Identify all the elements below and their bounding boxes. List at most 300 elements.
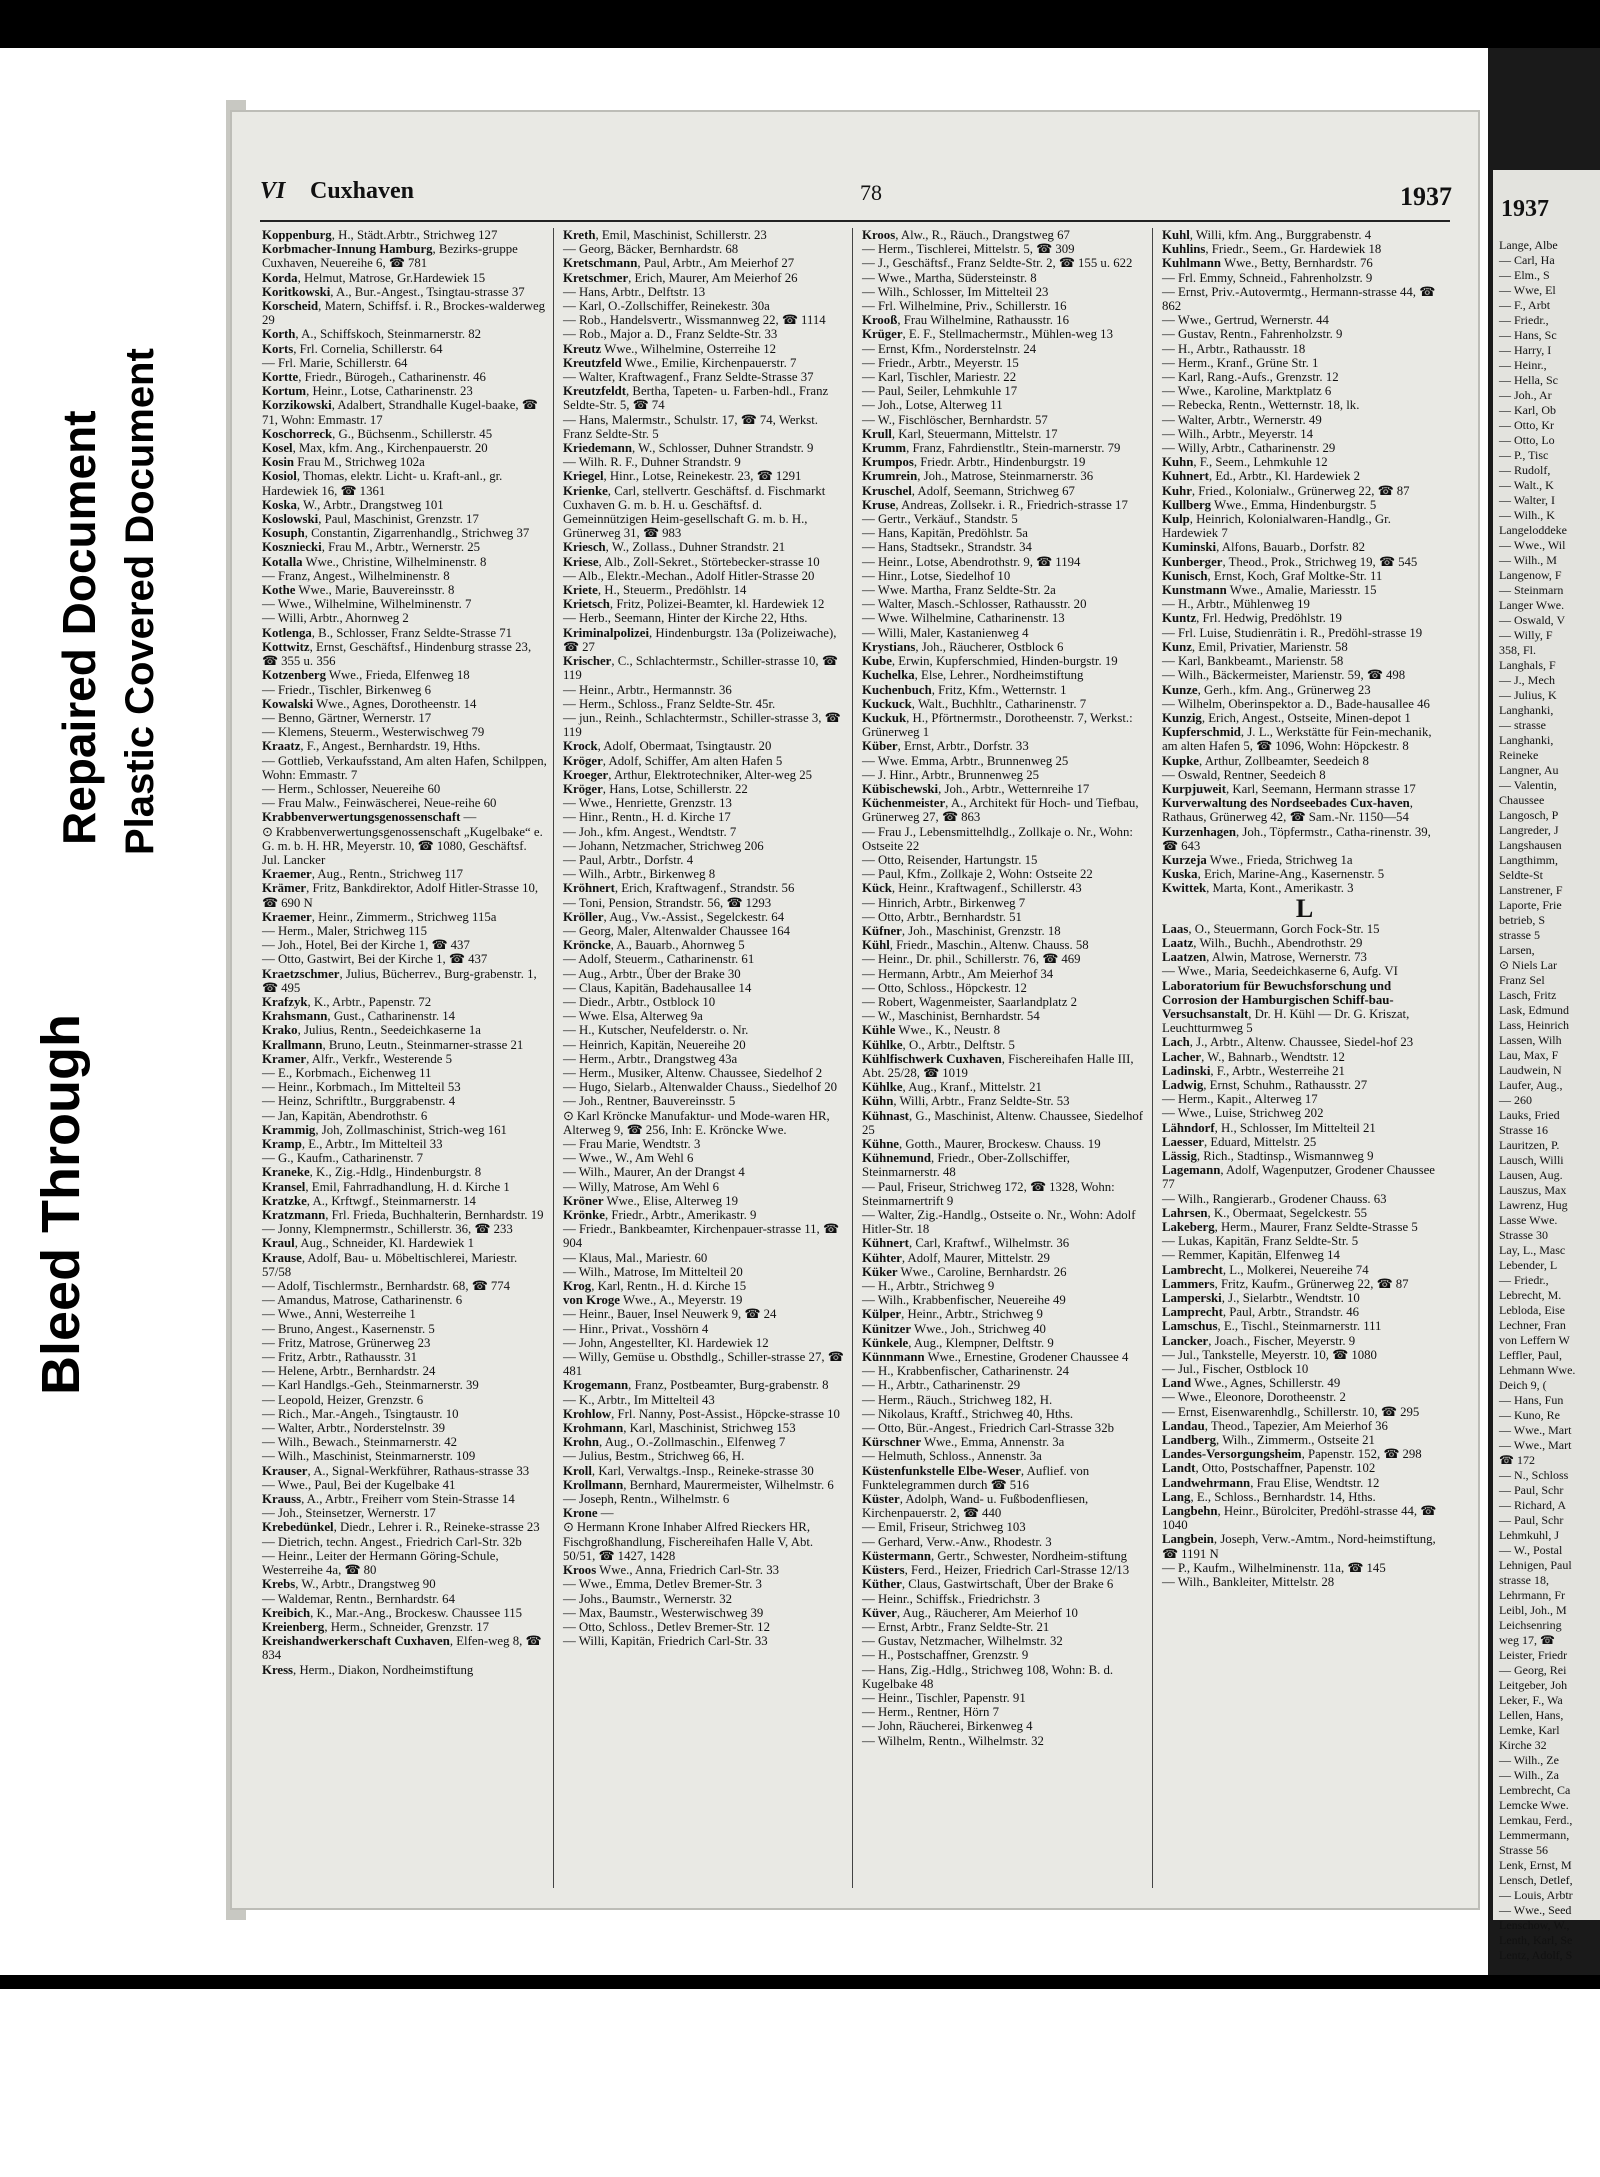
next-page-line: Laporte, Frie — [1499, 898, 1562, 912]
directory-entry — [563, 768, 848, 782]
directory-entry — [262, 1435, 547, 1449]
entry-details: — K., Arbtr., Im Mittelteil 43 — [563, 1392, 715, 1407]
entry-surname: Kuhlins — [1162, 242, 1206, 257]
directory-entry — [563, 356, 848, 370]
directory-entry — [862, 1549, 1147, 1563]
directory-entry — [862, 1080, 1147, 1094]
entry-surname: Kothe — [262, 583, 296, 598]
entry-surname: von Kroge — [563, 1293, 620, 1308]
next-page-line: Lemcke Wwe. — [1499, 1798, 1569, 1812]
entry-surname: Krause — [262, 1250, 302, 1265]
entry-surname: Laboratorium für Bewuchsforschung und Corrosion der Hamburgischen Schiff-bau-Versuchsanstalt — [1162, 978, 1394, 1021]
directory-entry — [1162, 1248, 1447, 1262]
entry-details: , J., Sielarbtr., Wendtstr. 10 — [1221, 1291, 1360, 1306]
entry-details: — Paul, Arbtr., Dorfstr. 4 — [563, 852, 694, 867]
entry-details: , Walt., Buchhltr., Catharinenstr. 7 — [911, 696, 1087, 711]
directory-entry — [262, 1009, 547, 1023]
entry-surname: Kotzenberg — [262, 668, 326, 683]
next-page-line: Strasse 30 — [1499, 1228, 1548, 1242]
entry-details: , Friedr. Arbtr., Hindenburgstr. 19 — [913, 455, 1086, 470]
entry-details: — Willi, Maler, Kastanienweg 4 — [862, 625, 1029, 640]
entry-details: — Joh., kfm. Angest., Wendtstr. 7 — [563, 824, 737, 839]
entry-surname: Lässig — [1162, 1149, 1197, 1163]
entry-surname: Krienke — [563, 483, 608, 498]
directory-entry — [862, 1236, 1147, 1250]
entry-details: , Frl. Nanny, Post-Assist., Höpcke-strasse 10 — [611, 1406, 840, 1421]
page-number: 78 — [860, 180, 882, 205]
directory-entry — [1162, 1447, 1447, 1461]
entry-details: — Herm., Musiker, Altenw. Chaussee, Siedelhof 2 — [563, 1065, 823, 1080]
entry-details: , Franz, Postbeamter, Burg-grabenstr. 8 — [628, 1378, 829, 1393]
entry-details: , Alfons, Bauarb., Dorfstr. 82 — [1216, 540, 1365, 555]
entry-details: , Aug., Klempner, Delftstr. 9 — [908, 1335, 1054, 1350]
entry-surname: Koppenburg — [262, 228, 332, 242]
directory-entry — [563, 342, 848, 356]
entry-surname: Kriegel — [563, 469, 604, 484]
directory-entry — [1162, 1220, 1447, 1234]
entry-surname: Kube — [862, 654, 892, 669]
entry-surname: Kuhn — [1162, 455, 1194, 470]
entry-surname: Kunisch — [1162, 568, 1208, 583]
entry-details: — Max, Baumstr., Westerwischweg 39 — [563, 1605, 764, 1620]
entry-details: , A., Bauarb., Ahornweg 5 — [610, 938, 745, 953]
directory-entry — [563, 611, 848, 625]
entry-surname: Krystians — [862, 639, 916, 654]
entry-details: — Ernst, Priv.-Autovermtg., Hermann-strasse 44, ☎ 862 — [1162, 284, 1436, 314]
entry-details: , Fritz, Polizei-Beamter, kl. Hardewiek 12 — [609, 597, 825, 612]
entry-surname: Korda — [262, 270, 298, 285]
entry-details: , Adalbert, Strandhalle Kugel-baake, ☎ 71, Wohn: Emmastr. 17 — [262, 398, 538, 427]
directory-entry — [1162, 867, 1447, 881]
directory-entry — [262, 512, 547, 526]
entry-details: , Else, Lehrer., Nordheimstiftung — [914, 668, 1084, 683]
directory-entry — [862, 1293, 1147, 1307]
entry-surname: Lamschus — [1162, 1319, 1218, 1334]
entry-details: — Nikolaus, Kraftf., Strichweg 40, Hths. — [862, 1406, 1074, 1421]
entry-details: , A., Signal-Werkführer, Rathaus-strasse 33 — [307, 1463, 530, 1478]
directory-entry — [262, 370, 547, 384]
entry-details: , W., Bahnarb., Wendtstr. 12 — [1201, 1049, 1345, 1064]
entry-surname: Korbmacher-Innung Hamburg — [262, 242, 433, 257]
entry-details: — Frl. Wilhelmine, Priv., Schillerstr. 16 — [862, 299, 1067, 314]
entry-details: Wwe., A., Meyerstr. 19 — [620, 1293, 743, 1308]
entry-details: , Adolf, Wagenputzer, Grodener Chaussee 77 — [1162, 1163, 1435, 1192]
entry-details: — Joh., Rentner, Bauvereinsstr. 5 — [563, 1094, 736, 1109]
next-page-line: — Wwe, El — [1499, 283, 1556, 297]
directory-entry — [262, 1663, 547, 1677]
directory-entry — [1162, 668, 1447, 682]
entry-surname: Landau — [1162, 1418, 1205, 1433]
entry-details: , Alw., R., Räuch., Drangstweg 67 — [895, 228, 1070, 242]
directory-entry — [563, 1520, 848, 1563]
entry-details: — H., Arbtr., Catharinenstr. 29 — [862, 1378, 1021, 1393]
directory-entry — [563, 1563, 848, 1577]
entry-details: — Ernst, Kfm., Norderstelnstr. 24 — [862, 341, 1037, 356]
entry-details: — Walter, Masch.-Schlosser, Rathausstr. 20 — [862, 597, 1087, 612]
entry-details: — Herm., Kranf., Grüne Str. 1 — [1162, 355, 1319, 370]
entry-details: , W., Zollass., Duhner Strandstr. 21 — [605, 540, 786, 555]
directory-entry — [862, 1151, 1147, 1179]
entry-details: , Fischereihafen Halle III, Abt. 25/28, ☎ 1019 — [862, 1051, 1134, 1080]
next-page-line: — Karl, Ob — [1499, 403, 1556, 417]
entry-details: — Heinrich, Kapitän, Neuereihe 20 — [563, 1037, 746, 1052]
page-header — [260, 178, 1460, 218]
next-page-line: Laufer, Aug., — [1499, 1078, 1563, 1092]
directory-entry — [563, 1009, 848, 1023]
directory-entry — [862, 1350, 1147, 1364]
entry-surname: Landwehrmann — [1162, 1475, 1251, 1490]
entry-surname: Künnmann — [862, 1350, 925, 1365]
entry-details: — Hinr., Privat., Vosshörn 4 — [563, 1321, 709, 1336]
directory-entry — [563, 1279, 848, 1293]
entry-details: , Joh, Zollmaschinist, Strich-weg 161 — [315, 1122, 507, 1137]
entry-details: , Frau Wilhelmine, Rathausstr. 16 — [897, 313, 1069, 328]
entry-details: , K., Obermaat, Segelckestr. 55 — [1207, 1205, 1368, 1220]
entry-details: — Wilh., Bewach., Steinmarnerstr. 42 — [262, 1435, 458, 1450]
next-page-line: weg 17, ☎ — [1499, 1633, 1555, 1647]
directory-entry — [1162, 950, 1447, 964]
entry-details: Wwe., Elise, Alterweg 19 — [603, 1193, 738, 1208]
entry-details: , Gotth., Maurer, Brockesw. Chauss. 19 — [899, 1137, 1101, 1151]
entry-details: — Oswald, Rentner, Seedeich 8 — [1162, 767, 1326, 782]
entry-details: — Jonny, Klempnermstr., Schillerstr. 36, ☎ 233 — [262, 1222, 513, 1237]
entry-details: , Erich, Angest., Ostseite, Minen-depot 1 — [1201, 710, 1411, 725]
entry-details: , Ferd., Heizer, Friedrich Carl-Strasse 12/13 — [904, 1563, 1130, 1578]
entry-surname: Kühle — [862, 1023, 896, 1038]
next-page-line: Lebender, L — [1499, 1258, 1558, 1272]
entry-details: — J., Geschäftsf., Franz Seldte-Str. 2, ☎ 155 u. 622 — [862, 256, 1133, 271]
entry-details: — Wilh., Bankleiter, Mittelstr. 28 — [1162, 1575, 1335, 1590]
directory-entry — [262, 569, 547, 583]
next-page-line: strasse 5 — [1499, 928, 1540, 942]
entry-surname: Krumm — [862, 441, 907, 456]
entry-details: — Otto, Schloss., Höpckestr. 12 — [862, 980, 1027, 995]
directory-entry — [862, 1691, 1147, 1705]
entry-details: , Ernst, Arbtr., Dorfstr. 33 — [897, 739, 1029, 754]
directory-entry — [862, 427, 1147, 441]
directory-entry — [862, 1705, 1147, 1719]
entry-details: — Willy, Arbtr., Catharinenstr. 29 — [1162, 441, 1336, 456]
directory-entry — [262, 498, 547, 512]
directory-entry — [1162, 398, 1447, 412]
entry-surname: Kuhlmann — [1162, 256, 1222, 271]
entry-details: , H., Steuerm., Predöhlstr. 14 — [597, 583, 747, 598]
directory-entry — [862, 711, 1147, 739]
directory-entry — [862, 896, 1147, 910]
next-page-strip — [1493, 170, 1600, 1962]
entry-details: , Julius, Rentn., Seedeichkaserne 1a — [297, 1023, 481, 1038]
entry-details: Wwe., Anna, Friedrich Carl-Str. 33 — [596, 1563, 779, 1578]
directory-entry — [1162, 469, 1447, 483]
entry-details: , Friedr., Seem., Gr. Hardewiek 18 — [1205, 242, 1382, 257]
directory-entry — [862, 1052, 1147, 1080]
directory-entry — [563, 1506, 848, 1520]
entry-details: — Wwe., Karoline, Marktplatz 6 — [1162, 384, 1332, 399]
entry-details: , Rathaus, Grünerweg 42, ☎ Sam.-Nr. 1150—54 — [1162, 796, 1413, 825]
directory-entry — [262, 555, 547, 569]
entry-details: ⊙ Hermann Krone Inhaber Alfred Rieckers HR, Fischgroßhandlung, Fischereihafen Halle V, Abt. 50/51, ☎ 1427, 1428 — [563, 1520, 814, 1563]
directory-entry — [1162, 441, 1447, 455]
directory-entry — [862, 1535, 1147, 1549]
next-page-line: — Oswald, V — [1499, 613, 1566, 627]
next-page-line: Lentz, Adolf, S — [1499, 1948, 1573, 1962]
entry-surname: Lagemann — [1162, 1163, 1221, 1178]
entry-details: — Hermann, Arbtr., Am Meierhof 34 — [862, 966, 1054, 981]
entry-details: , Fritz, Kfm., Wetternstr. 1 — [931, 682, 1067, 697]
entry-surname: Lancker — [1162, 1333, 1209, 1348]
entry-surname: Kuhl — [1162, 228, 1190, 242]
directory-entry — [563, 967, 848, 981]
column-4 — [1162, 228, 1447, 1898]
entry-surname: Korzikowski — [262, 398, 332, 413]
entry-surname: Küber — [862, 739, 898, 754]
entry-details: — Fritz, Arbtr., Rathausstr. 31 — [262, 1350, 417, 1365]
directory-entry — [862, 1577, 1147, 1591]
directory-entry — [563, 583, 848, 597]
directory-entry — [262, 1478, 547, 1492]
directory-entry — [262, 924, 547, 938]
directory-entry — [563, 327, 848, 341]
directory-entry — [862, 683, 1147, 697]
entry-surname: Kühnert — [862, 1236, 909, 1251]
next-page-line: Langeloddeke — [1499, 523, 1567, 537]
entry-details: , Paul, Arbtr., Strandstr. 46 — [1222, 1305, 1360, 1320]
entry-surname: Kunzig — [1162, 710, 1202, 725]
entry-details: — Wwe., Eleonore, Dorotheenstr. 2 — [1162, 1390, 1346, 1405]
directory-entry — [262, 1606, 547, 1620]
directory-entry — [862, 825, 1147, 853]
next-page-line: strasse 18, — [1499, 1573, 1549, 1587]
entry-details: — Frl. Emmy, Schneid., Fahrenholzstr. 9 — [1162, 270, 1373, 285]
entry-surname: Langbehn — [1162, 1504, 1218, 1519]
directory-entry — [262, 1180, 547, 1194]
directory-entry — [262, 540, 547, 554]
entry-details: — Friedr., Bankbeamter, Kirchenpauer-strasse 11, ☎ 904 — [563, 1222, 839, 1251]
directory-entry — [862, 768, 1147, 782]
entry-details: — Heinr., Lotse, Abendrothstr. 9, ☎ 1194 — [862, 554, 1081, 569]
directory-entry — [1162, 683, 1447, 697]
directory-entry — [563, 924, 848, 938]
directory-entry — [563, 1307, 848, 1321]
entry-details: — Lukas, Kapitän, Franz Seldte-Str. 5 — [1162, 1234, 1359, 1249]
directory-entry — [563, 1435, 848, 1449]
directory-entry — [1162, 825, 1447, 853]
entry-surname: Kunstmann — [1162, 583, 1227, 598]
entry-surname: Kosiol — [262, 469, 297, 484]
entry-surname: Kosin — [262, 455, 295, 470]
directory-entry — [862, 1592, 1147, 1606]
directory-entry — [563, 1208, 848, 1222]
entry-surname: Küfner — [862, 923, 902, 938]
entry-details: — Robert, Wagenmeister, Saarlandplatz 2 — [862, 994, 1077, 1009]
next-page-year: 1937 — [1501, 196, 1549, 222]
next-page-line: Langer Wwe. — [1499, 598, 1565, 612]
entry-details: — Georg, Bäcker, Bernhardstr. 68 — [563, 242, 739, 257]
plastic-covered-label: Plastic Covered Document — [118, 348, 162, 855]
entry-surname: Koslowski — [262, 512, 319, 527]
directory-entry — [262, 867, 547, 881]
directory-entry — [563, 1038, 848, 1052]
entry-details: — Dietrich, techn. Angest., Friedrich Carl-Str. 32b — [262, 1534, 522, 1549]
directory-entry — [563, 1052, 848, 1066]
next-page-line: — Otto, Kr — [1499, 418, 1554, 432]
entry-surname: Kreibich — [262, 1605, 311, 1620]
entry-surname: Kröner — [563, 1193, 604, 1208]
entry-surname: Lahrsen — [1162, 1205, 1208, 1220]
entry-surname: Lang — [1162, 1489, 1191, 1504]
directory-entry — [1162, 1504, 1447, 1532]
directory-entry — [563, 555, 848, 569]
section-letter: L — [1295, 893, 1314, 923]
entry-details: — J. Hinr., Arbtr., Brunnenweg 25 — [862, 767, 1040, 782]
directory-entry — [1162, 1390, 1447, 1404]
entry-details: — Wilh. R. F., Duhner Strandstr. 9 — [563, 455, 741, 470]
directory-entry — [262, 1506, 547, 1520]
scan-frame-bottom — [0, 1975, 1600, 1989]
next-page-line: — Paul, Schr — [1499, 1513, 1564, 1527]
next-page-line: — J., Mech — [1499, 673, 1555, 687]
next-page-line: — Walt., K — [1499, 478, 1554, 492]
directory-entry — [563, 853, 848, 867]
entry-surname: Kröller — [563, 909, 604, 924]
entry-details: , Ernst, Geschäftsf., Hindenburg strasse 23, ☎ 355 u. 356 — [262, 639, 532, 669]
entry-details: , Bruno, Leutn., Steinmarner-strasse 21 — [322, 1037, 524, 1052]
entry-surname: Kück — [862, 881, 892, 896]
next-page-line: Lehrmann, Fr — [1499, 1588, 1565, 1602]
next-page-line: Lenschow, W., — [1499, 1918, 1570, 1932]
entry-surname: Kortte — [262, 370, 299, 385]
entry-surname: Lach — [1162, 1035, 1190, 1050]
entry-details: — Gerhard, Verw.-Anw., Rhodestr. 3 — [862, 1534, 1052, 1549]
directory-entry — [862, 1393, 1147, 1407]
directory-entry — [262, 1634, 547, 1662]
entry-details: — Klemens, Steuerm., Westerwischweg 79 — [262, 725, 485, 740]
entry-details: , Heinr., Bürolciter, Predöhl-strasse 44, ☎ 1040 — [1162, 1504, 1437, 1533]
directory-entry — [862, 256, 1147, 270]
entry-details: , Constantin, Zigarrenhandlg., Strichweg 37 — [304, 526, 530, 541]
entry-surname: Kreienberg — [262, 1619, 325, 1634]
entry-surname: Krollmann — [563, 1477, 624, 1492]
next-page-line: Lask, Edmund — [1499, 1003, 1569, 1017]
directory-entry — [563, 1109, 848, 1137]
entry-surname: Kühl — [862, 938, 890, 953]
directory-entry — [262, 938, 547, 952]
directory-entry — [563, 896, 848, 910]
entry-details: , E., Tischl., Steinmarnerstr. 111 — [1217, 1319, 1382, 1334]
next-page-line: Kirche 32 — [1499, 1738, 1547, 1752]
directory-entry — [262, 1165, 547, 1179]
column-divider — [852, 228, 853, 1888]
directory-entry — [563, 739, 848, 753]
entry-surname: Kreutz — [563, 341, 602, 356]
entry-details: Wwe., Agnes, Schillerstr. 49 — [1191, 1376, 1341, 1391]
next-page-line: — Valentin, — [1499, 778, 1557, 792]
entry-details: — Jan, Kapitän, Abendrothstr. 6 — [262, 1108, 428, 1123]
next-page-line: — N., Schloss — [1499, 1468, 1569, 1482]
entry-details: — Emil, Friseur, Strichweg 103 — [862, 1520, 1026, 1535]
entry-details: — Wwe., W., Am Wehl 6 — [563, 1151, 694, 1166]
entry-surname: Kühlke — [862, 1080, 903, 1095]
entry-surname: Kotlenga — [262, 625, 312, 640]
entry-details: , Carl, stellvertr. Geschäftsf. d. Fischmarkt Cuxhaven G. m. b. H. u. Geschäftsf. d. Gemeinnützigen Heim-gesellschaft G. m. b. H., Grünerweg 31, ☎ 983 — [563, 483, 826, 541]
entry-details: , Gust., Catharinenstr. 14 — [327, 1009, 456, 1024]
directory-entry — [1162, 768, 1447, 782]
entry-details: — Helene, Arbtr., Bernhardstr. 24 — [262, 1364, 436, 1379]
year-heading: 1937 — [1400, 182, 1452, 211]
entry-details: , Auflief. von Funktelegrammen durch ☎ 516 — [862, 1463, 1090, 1492]
directory-entry — [1162, 228, 1447, 242]
directory-entry — [862, 583, 1147, 597]
directory-entry — [262, 1236, 547, 1250]
directory-entry — [262, 398, 547, 426]
entry-details: , K., Arbtr., Papenstr. 72 — [307, 994, 432, 1009]
directory-entry — [862, 1663, 1147, 1691]
directory-entry — [563, 1421, 848, 1435]
entry-surname: Krüger — [862, 327, 903, 342]
directory-entry — [862, 1378, 1147, 1392]
directory-entry — [262, 1293, 547, 1307]
entry-surname: Kruse — [862, 497, 896, 512]
entry-surname: Krauss — [262, 1492, 302, 1507]
entry-details: — Wwe., Luise, Strichweg 202 — [1162, 1106, 1324, 1121]
entry-surname: Krog — [563, 1279, 592, 1294]
entry-surname: Kraemer — [262, 867, 312, 882]
entry-surname: Lacher — [1162, 1049, 1202, 1064]
entry-details: — H., Postschaffner, Grenzstr. 9 — [862, 1648, 1029, 1663]
next-page-line: — W., Postal — [1499, 1543, 1563, 1557]
directory-entry — [862, 1464, 1147, 1492]
entry-details: — Wwe. Wilhelmine, Catharinenstr. 13 — [862, 611, 1065, 626]
directory-entry — [862, 1336, 1147, 1350]
next-page-line: — P., Tisc — [1499, 448, 1549, 462]
entry-surname: Kriedemann — [563, 441, 632, 456]
directory-entry — [862, 1251, 1147, 1265]
directory-entry — [262, 754, 547, 782]
entry-details: — Wwe., Anni, Westerreihe 1 — [262, 1307, 416, 1322]
directory-entry — [862, 540, 1147, 554]
directory-entry — [862, 1492, 1147, 1520]
entry-details: , Otto, Postschaffner, Papenstr. 102 — [1195, 1461, 1376, 1476]
next-page-line: Lebrecht, M. — [1499, 1288, 1562, 1302]
entry-surname: Kuchenbuch — [862, 682, 932, 697]
next-page-line: Leker, F., Wa — [1499, 1693, 1563, 1707]
entry-surname: Kreutzfeldt — [563, 384, 627, 399]
directory-entry — [862, 342, 1147, 356]
entry-details: , K., Mar.-Ang., Brockesw. Chaussee 115 — [310, 1605, 523, 1620]
entry-details: — Heinr., Tischler, Papenstr. 91 — [862, 1690, 1026, 1705]
directory-entry — [1162, 1376, 1447, 1390]
directory-entry — [1162, 853, 1447, 867]
directory-entry — [1162, 583, 1447, 597]
entry-details: — Wwe., Maria, Seedeichkaserne 6, Aufg. VI — [1162, 964, 1398, 979]
directory-entry — [563, 441, 848, 455]
entry-surname: Krebedünkel — [262, 1520, 334, 1535]
directory-entry — [262, 683, 547, 697]
directory-entry — [862, 1719, 1147, 1733]
entry-details: — Willy, Gemüse u. Obsthdlg., Schiller-strasse 27, ☎ 481 — [563, 1350, 844, 1379]
entry-surname: Kürschner — [862, 1435, 922, 1450]
directory-entry — [262, 1577, 547, 1591]
directory-entry — [262, 1023, 547, 1037]
entry-details: , Emil, Maschinist, Schillerstr. 23 — [595, 228, 767, 242]
next-page-line: — Friedr., — [1499, 1273, 1549, 1287]
entry-details: — Willi, Arbtr., Ahornweg 2 — [262, 611, 409, 626]
entry-surname: Kullberg — [1162, 497, 1212, 512]
directory-entry — [563, 1620, 848, 1634]
next-page-line: Seldte-St — [1499, 868, 1543, 882]
entry-details: — Heinr., Bauer, Insel Neuwerk 9, ☎ 24 — [563, 1307, 777, 1322]
entry-surname: Lamprecht — [1162, 1305, 1223, 1320]
